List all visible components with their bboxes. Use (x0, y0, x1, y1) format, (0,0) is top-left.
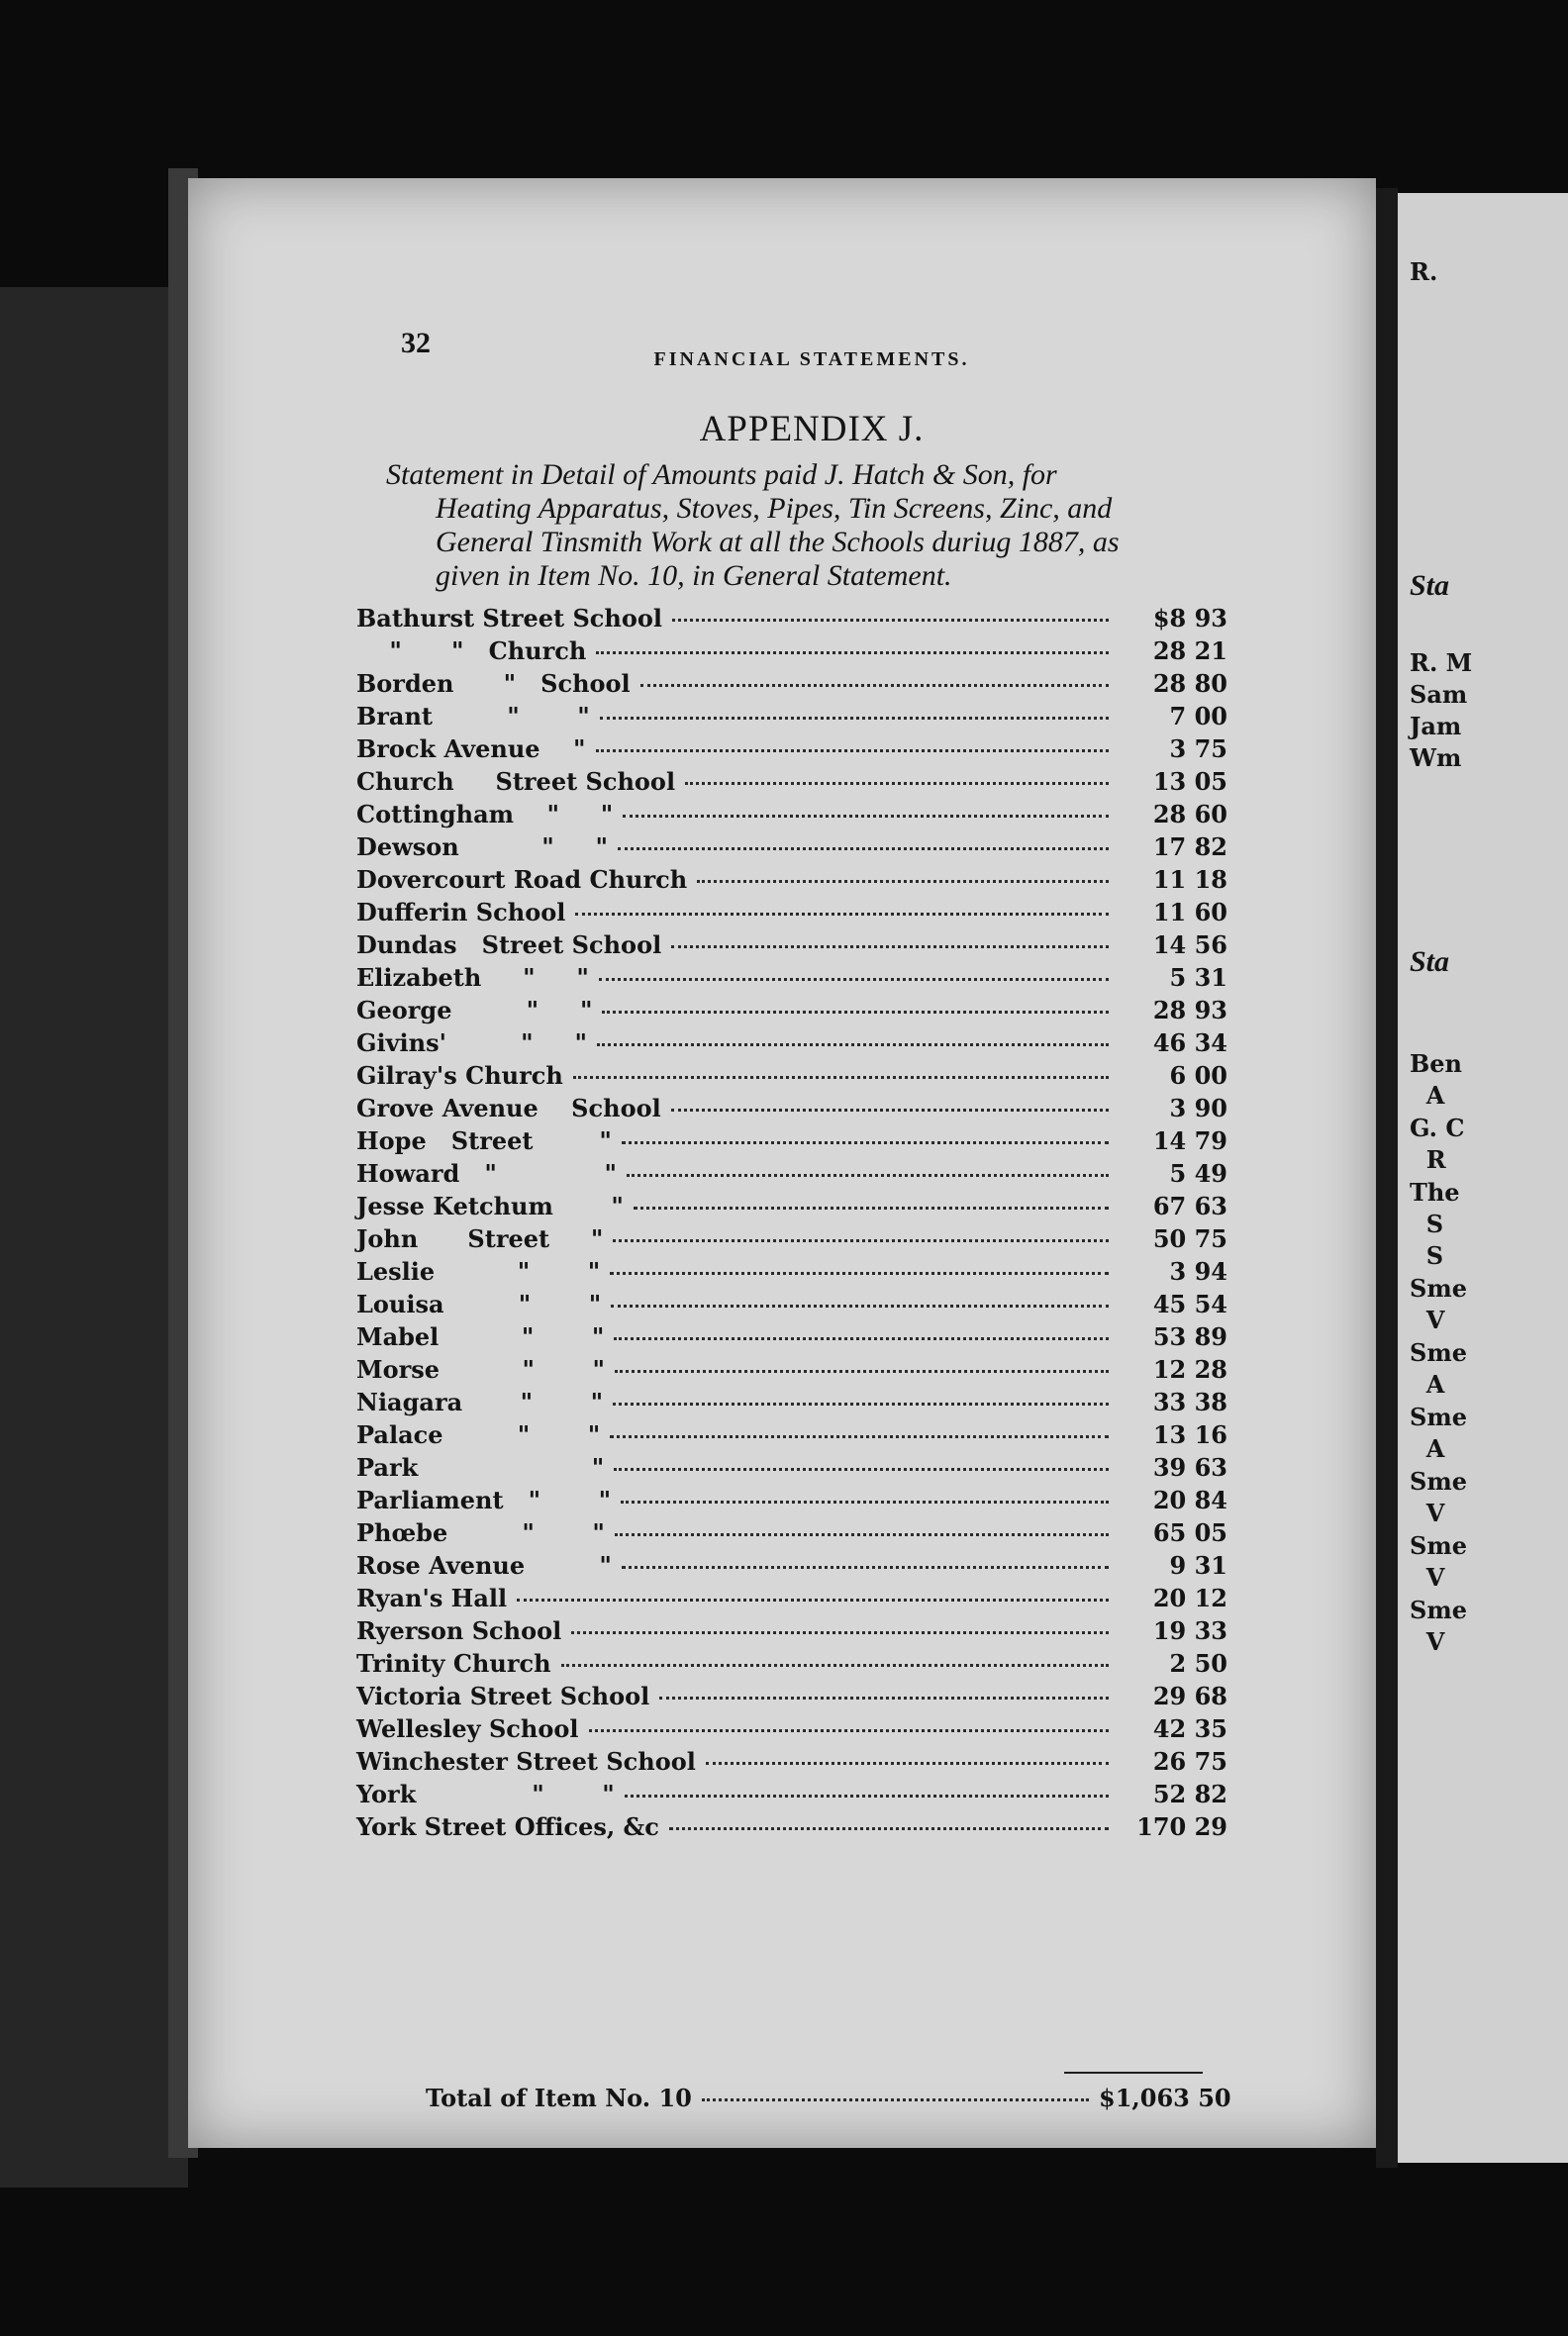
entry-row (356, 1126, 1227, 1159)
right-page-text: S (1410, 1241, 1444, 1270)
entry-row (356, 930, 1227, 963)
entry-row (356, 1780, 1227, 1812)
right-page-text: V (1410, 1306, 1445, 1334)
entry-name: Gilray's Church (356, 1061, 563, 1090)
entry-amount: 13 16 (1152, 1420, 1227, 1449)
entry-row (356, 1486, 1227, 1518)
entry-amount: 5 31 (1169, 963, 1227, 992)
entry-row (356, 1420, 1227, 1453)
dot-leader (685, 782, 1109, 785)
entry-row (356, 963, 1227, 996)
right-page-text: Ben (1410, 1049, 1463, 1078)
entry-row (356, 1649, 1227, 1682)
right-page-fragment (1398, 193, 1568, 2163)
entry-amount: 14 79 (1152, 1126, 1227, 1155)
entry-name: Church Street School (356, 767, 676, 796)
entry-name: York Street Offices, &c (356, 1812, 659, 1841)
entry-amount: 9 31 (1169, 1551, 1227, 1580)
entry-name: Dufferin School (356, 898, 566, 926)
right-page-text: V (1410, 1563, 1445, 1592)
entry-row (356, 1616, 1227, 1649)
entry-name: Elizabeth " " (356, 963, 589, 992)
right-page-text: Sme (1410, 1403, 1467, 1431)
right-page-text: A (1410, 1370, 1445, 1399)
entry-name: York " " (356, 1780, 615, 1808)
entry-row (356, 1453, 1227, 1486)
appendix-title: APPENDIX J. (699, 409, 925, 449)
entry-amount: $8 93 (1152, 604, 1227, 633)
dot-leader (671, 1109, 1109, 1112)
entry-name: Ryan's Hall (356, 1584, 508, 1612)
right-page-text: A (1410, 1081, 1445, 1110)
entry-amount: 19 33 (1152, 1616, 1227, 1645)
entry-amount: 26 75 (1152, 1747, 1227, 1776)
entry-amount: 45 54 (1152, 1290, 1227, 1318)
right-page-text: Sam (1410, 680, 1468, 709)
entry-name: Bathurst Street School (356, 604, 662, 633)
entry-row (356, 832, 1227, 865)
dot-leader (600, 717, 1109, 720)
entry-amount: 65 05 (1152, 1518, 1227, 1547)
total-amount: $1,063 50 (1099, 2084, 1231, 2112)
entry-row (356, 1518, 1227, 1551)
entry-amount: 67 63 (1152, 1192, 1227, 1220)
entry-row (356, 996, 1227, 1028)
entry-amount: 46 34 (1152, 1028, 1227, 1057)
running-head: FINANCIAL STATEMENTS. (653, 348, 970, 370)
entry-amount: 5 49 (1169, 1159, 1227, 1188)
entry-name: Park " (356, 1453, 605, 1482)
entry-row (356, 1061, 1227, 1094)
entry-row (356, 1812, 1227, 1845)
entry-row (356, 767, 1227, 800)
entry-row (356, 898, 1227, 930)
entry-amount: 3 75 (1169, 734, 1227, 763)
caption-line: given in Item No. 10, in General Statement. (436, 559, 952, 592)
dot-leader (575, 913, 1109, 916)
scan-background (0, 287, 188, 2188)
dot-leader (640, 684, 1109, 687)
entry-name: Givins' " " (356, 1028, 587, 1057)
entry-amount: 3 90 (1169, 1094, 1227, 1122)
dot-leader (706, 1762, 1109, 1765)
right-page-text: Sta (1410, 569, 1450, 602)
right-page-text: R. M (1410, 648, 1473, 677)
right-page-text: R. (1410, 257, 1438, 286)
entry-row (356, 636, 1227, 669)
dot-leader (596, 749, 1110, 752)
right-page-text: Sme (1410, 1338, 1467, 1367)
dot-leader (589, 1729, 1110, 1732)
entry-name: Hope Street " (356, 1126, 612, 1155)
dot-leader (622, 1141, 1109, 1144)
caption-line: Heating Apparatus, Stoves, Pipes, Tin Screens, Zinc, and (436, 492, 1113, 525)
right-page-text: The (1410, 1178, 1460, 1207)
dot-leader (622, 1566, 1109, 1569)
entry-amount: 11 60 (1152, 898, 1227, 926)
entry-name: Wellesley School (356, 1714, 579, 1743)
entry-row (356, 1257, 1227, 1290)
entry-name: Dewson " " (356, 832, 609, 861)
entry-amount: 17 82 (1152, 832, 1227, 861)
right-page-text: R (1410, 1145, 1446, 1174)
entry-amount: 29 68 (1152, 1682, 1227, 1710)
entry-row (356, 1224, 1227, 1257)
entry-row (356, 1388, 1227, 1420)
entry-amount: 11 18 (1152, 865, 1227, 894)
entry-row (356, 1192, 1227, 1224)
dot-leader (611, 1305, 1109, 1308)
entry-name: Brant " " (356, 702, 590, 730)
entry-amount: 7 00 (1169, 702, 1227, 730)
entry-amount: 33 38 (1152, 1388, 1227, 1416)
total-rule (1064, 2072, 1203, 2074)
entry-name: Leslie " " (356, 1257, 601, 1286)
entry-amount: 42 35 (1152, 1714, 1227, 1743)
right-page-text: G. C (1410, 1114, 1465, 1142)
entry-amount: 12 28 (1152, 1355, 1227, 1384)
entry-name: Phœbe " " (356, 1518, 605, 1547)
entry-name: John Street " (356, 1224, 604, 1253)
dot-leader (602, 1011, 1109, 1014)
page-gutter (1376, 188, 1398, 2168)
entry-amount: 53 89 (1152, 1322, 1227, 1351)
entry-name: Brock Avenue " (356, 734, 586, 763)
dot-leader (610, 1272, 1109, 1275)
dot-leader (599, 978, 1109, 981)
dot-leader (702, 2098, 1089, 2101)
dot-leader (614, 1468, 1109, 1471)
entry-amount: 28 21 (1152, 636, 1227, 665)
right-page-text: S (1410, 1210, 1444, 1238)
entry-row (356, 1714, 1227, 1747)
entry-name: Louisa " " (356, 1290, 602, 1318)
dot-leader (614, 1337, 1109, 1340)
dot-leader (615, 1370, 1109, 1373)
entry-row (356, 1159, 1227, 1192)
entry-row (356, 1355, 1227, 1388)
dot-leader (621, 1501, 1109, 1504)
entry-amount: 3 94 (1169, 1257, 1227, 1286)
right-page-text: V (1410, 1627, 1445, 1656)
entry-amount: 2 50 (1169, 1649, 1227, 1678)
entries-list (356, 604, 1227, 1845)
dot-leader (671, 945, 1109, 948)
entry-row (356, 865, 1227, 898)
entry-name: Cottingham " " (356, 800, 614, 828)
dot-leader (613, 1403, 1109, 1406)
entry-row (356, 702, 1227, 734)
entry-name: Jesse Ketchum " (356, 1192, 624, 1220)
right-page-text: Sme (1410, 1531, 1467, 1560)
right-page-text: Sme (1410, 1596, 1467, 1624)
entry-amount: 28 80 (1152, 669, 1227, 698)
entry-name: Dovercourt Road Church (356, 865, 688, 894)
entry-row (356, 1322, 1227, 1355)
entry-row (356, 734, 1227, 767)
dot-leader (597, 1043, 1109, 1046)
dot-leader (697, 880, 1109, 883)
entry-row (356, 1747, 1227, 1780)
entry-name: George " " (356, 996, 593, 1024)
dot-leader (573, 1076, 1109, 1079)
right-page-text: A (1410, 1434, 1445, 1463)
right-page-text: Sta (1410, 945, 1450, 978)
dot-leader (672, 619, 1109, 622)
right-page-text: V (1410, 1499, 1445, 1527)
entry-name: Parliament " " (356, 1486, 612, 1514)
entry-name: Borden " School (356, 669, 631, 698)
entry-name: Victoria Street School (356, 1682, 650, 1710)
entry-name: Winchester Street School (356, 1747, 696, 1776)
right-page-text: Sme (1410, 1274, 1467, 1303)
entry-name: " " Church (356, 636, 587, 665)
entry-amount: 170 29 (1136, 1812, 1227, 1841)
entry-amount: 14 56 (1152, 930, 1227, 959)
dot-leader (571, 1631, 1109, 1634)
entry-row (356, 1584, 1227, 1616)
right-page-text: Sme (1410, 1467, 1467, 1496)
total-label: Total of Item No. 10 (426, 2084, 692, 2112)
right-page-text: Jam (1410, 712, 1462, 740)
entry-name: Palace " " (356, 1420, 601, 1449)
entry-amount: 39 63 (1152, 1453, 1227, 1482)
entry-name: Dundas Street School (356, 930, 662, 959)
dot-leader (613, 1239, 1109, 1242)
dot-leader (625, 1795, 1109, 1798)
dot-leader (615, 1533, 1109, 1536)
dot-leader (596, 651, 1109, 654)
caption-line: General Tinsmith Work at all the Schools duriug 1887, as (436, 526, 1120, 558)
statement-caption (386, 458, 1247, 593)
dot-leader (623, 815, 1109, 818)
dot-leader (517, 1599, 1109, 1602)
entry-amount: 28 60 (1152, 800, 1227, 828)
entry-name: Grove Avenue School (356, 1094, 661, 1122)
entry-row (356, 1290, 1227, 1322)
dot-leader (627, 1174, 1109, 1177)
entry-amount: 20 12 (1152, 1584, 1227, 1612)
entry-name: Morse " " (356, 1355, 606, 1384)
dot-leader (659, 1697, 1109, 1700)
entry-row (356, 1028, 1227, 1061)
total-row (426, 2084, 1231, 2112)
entry-row (356, 1094, 1227, 1126)
entry-amount: 13 05 (1152, 767, 1227, 796)
entry-name: Trinity Church (356, 1649, 551, 1678)
entry-row (356, 1682, 1227, 1714)
right-page-text: Wm (1410, 743, 1462, 772)
entry-name: Howard " " (356, 1159, 618, 1188)
page-number: 32 (401, 327, 431, 359)
entry-name: Ryerson School (356, 1616, 562, 1645)
entry-row (356, 800, 1227, 832)
entry-amount: 52 82 (1152, 1780, 1227, 1808)
entry-amount: 50 75 (1152, 1224, 1227, 1253)
caption-line: Statement in Detail of Amounts paid J. Hatch & Son, for (386, 458, 1057, 491)
dot-leader (610, 1435, 1109, 1438)
entry-amount: 6 00 (1169, 1061, 1227, 1090)
entry-name: Mabel " " (356, 1322, 605, 1351)
entry-row (356, 604, 1227, 636)
entry-amount: 28 93 (1152, 996, 1227, 1024)
left-page (188, 178, 1376, 2148)
entry-row (356, 669, 1227, 702)
entry-name: Rose Avenue " (356, 1551, 612, 1580)
dot-leader (618, 847, 1109, 850)
dot-leader (634, 1207, 1109, 1210)
entry-row (356, 1551, 1227, 1584)
entry-name: Niagara " " (356, 1388, 604, 1416)
dot-leader (669, 1827, 1109, 1830)
dot-leader (561, 1664, 1109, 1667)
entry-amount: 20 84 (1152, 1486, 1227, 1514)
